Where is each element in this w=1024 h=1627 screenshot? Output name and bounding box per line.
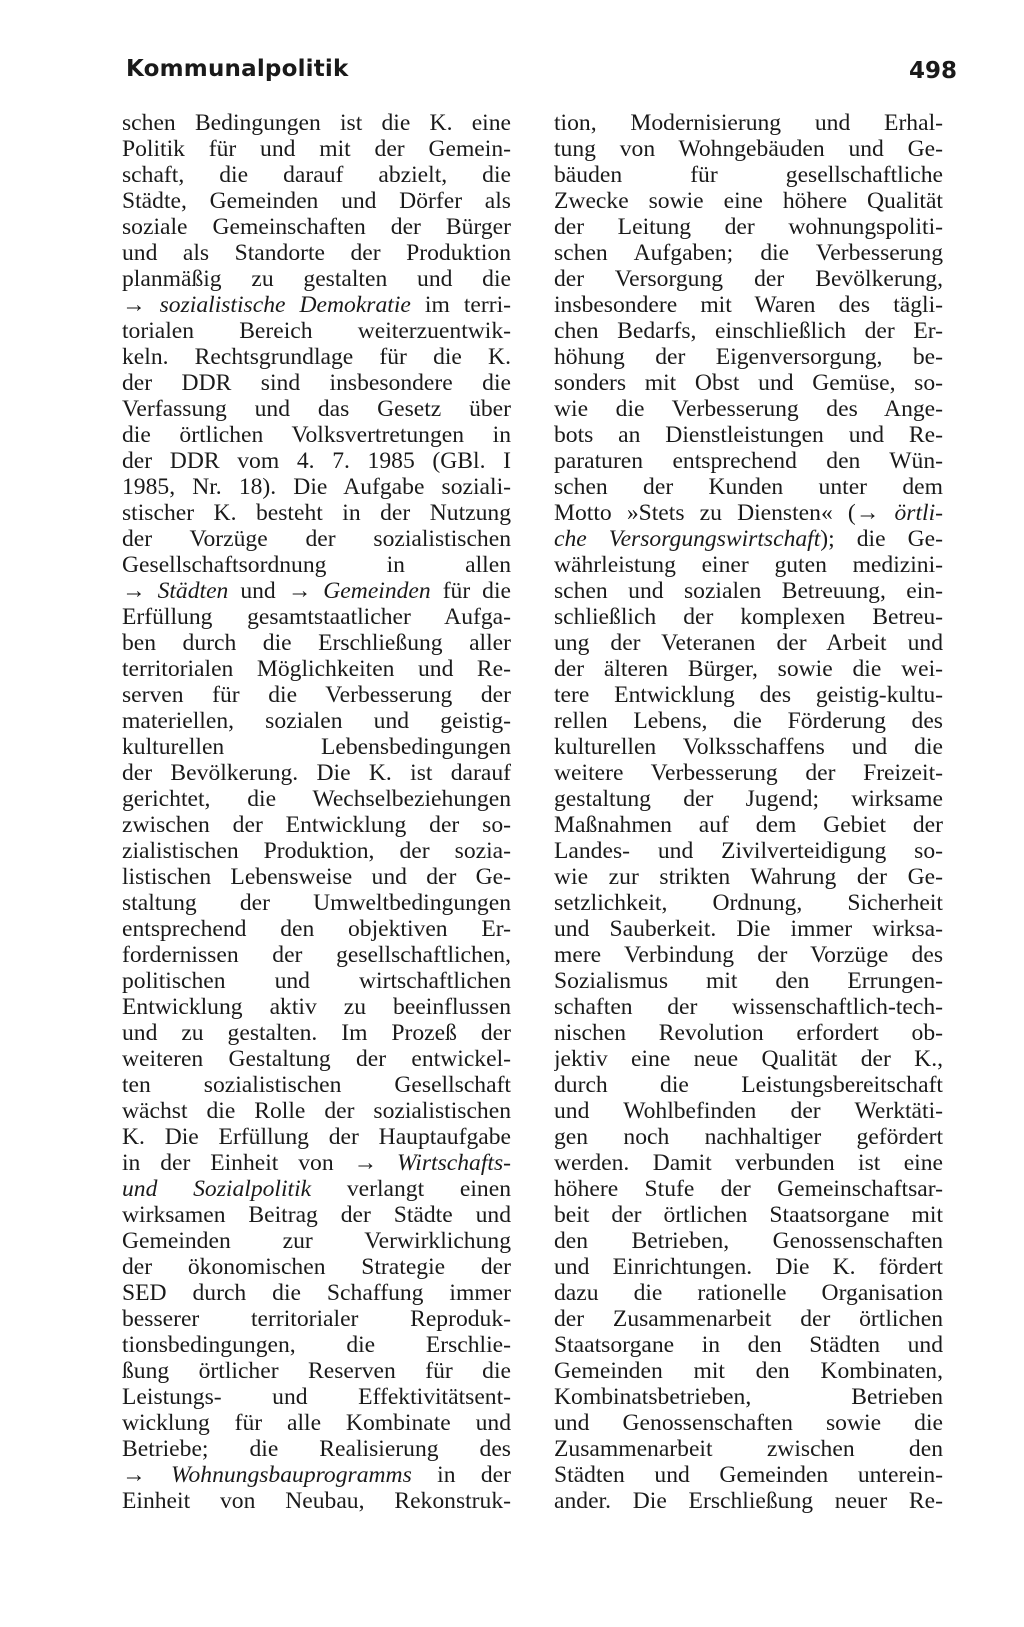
text-run: SED durch die Schaffung immer	[122, 1280, 511, 1306]
text-run: schen der Kunden unter dem	[554, 474, 943, 500]
text-line	[554, 1098, 943, 1124]
text-line	[122, 1280, 511, 1306]
text-line	[554, 1150, 943, 1176]
text-run: rellen Lebens, die Förderung des	[554, 708, 943, 734]
text-run: Städten und Gemeinden unterein-	[554, 1462, 943, 1488]
cross-reference-term: Wohnungsbauprogramms	[170, 1462, 412, 1488]
text-line	[554, 994, 943, 1020]
text-line	[554, 916, 943, 942]
text-run: ten sozialistischen Gesellschaft	[122, 1072, 511, 1098]
text-run: dazu die rationelle Organisation	[554, 1280, 943, 1306]
text-run: keln. Rechtsgrundlage für die K.	[122, 344, 511, 370]
text-run: planmäßig zu gestalten und die	[122, 266, 511, 292]
text-run: Gemeinden zur Verwirklichung	[122, 1228, 511, 1254]
page-number: 498	[908, 58, 957, 84]
text-line	[122, 1228, 511, 1254]
text-line	[122, 968, 511, 994]
text-run: schen Bedingungen ist die K. eine	[122, 110, 511, 136]
text-run: Entwicklung aktiv zu beeinflussen	[122, 994, 511, 1020]
text-run: gestaltung der Jugend; wirksame	[554, 786, 943, 812]
text-run: Einheit von Neubau, Rekonstruk-	[122, 1488, 511, 1514]
text-run: setzlichkeit, Ordnung, Sicherheit	[554, 890, 943, 916]
text-line	[554, 1410, 943, 1436]
text-run: kulturellen Lebensbedingungen	[122, 734, 511, 760]
text-line	[554, 448, 943, 474]
text-run: ); die Ge-	[820, 526, 943, 552]
text-run: und als Standorte der Produktion	[122, 240, 511, 266]
text-line	[554, 1202, 943, 1228]
text-line	[554, 396, 943, 422]
text-run: Kombinatsbetrieben, Betrieben	[554, 1384, 943, 1410]
text-run: Betriebe; die Realisierung des	[122, 1436, 511, 1462]
text-run: chen Bedarfs, einschließlich der Er-	[554, 318, 943, 344]
text-line	[122, 500, 511, 526]
text-line	[554, 1332, 943, 1358]
text-run: der älteren Bürger, sowie die wei-	[554, 656, 943, 682]
text-line	[554, 110, 943, 136]
text-line	[554, 838, 943, 864]
text-run: schaft, die darauf abzielt, die	[122, 162, 511, 188]
text-run: tionsbedingungen, die Erschlie-	[122, 1332, 511, 1358]
text-line	[554, 526, 943, 552]
text-run: verlangt einen	[311, 1176, 511, 1202]
text-run: Leistungs- und Effektivitätsent-	[122, 1384, 511, 1410]
text-run: wicklung für alle Kombinate und	[122, 1410, 511, 1436]
text-line	[554, 942, 943, 968]
text-run: stischer K. besteht in der Nutzung	[122, 500, 511, 526]
text-run: Städte, Gemeinden und Dörfer als	[122, 188, 511, 214]
text-line	[122, 1436, 511, 1462]
text-line	[554, 630, 943, 656]
text-run: der DDR sind insbesondere die	[122, 370, 511, 396]
text-line	[554, 1176, 943, 1202]
text-run: tere Entwicklung des geistig-kultu-	[554, 682, 943, 708]
text-line	[122, 656, 511, 682]
text-line	[122, 162, 511, 188]
text-run: sonders mit Obst und Gemüse, so-	[554, 370, 943, 396]
text-line	[554, 1488, 943, 1514]
text-run: zialistischen Produktion, der sozia-	[122, 838, 511, 864]
text-line	[554, 344, 943, 370]
text-line	[122, 422, 511, 448]
text-run: währleistung einer guten medizini-	[554, 552, 943, 578]
text-line	[122, 292, 511, 318]
text-line	[122, 604, 511, 630]
text-line	[554, 786, 943, 812]
text-run: in der	[411, 1462, 511, 1488]
text-line	[122, 864, 511, 890]
text-line	[554, 656, 943, 682]
text-run: paraturen entsprechend den Wün-	[554, 448, 943, 474]
text-run: mere Verbindung der Vorzüge des	[554, 942, 943, 968]
text-run: →	[122, 578, 158, 604]
text-run: tion, Modernisierung und Erhal-	[554, 110, 943, 136]
text-run: und →	[228, 578, 324, 604]
cross-reference-term: und Sozialpolitik	[122, 1176, 312, 1202]
text-run: der ökonomischen Strategie der	[122, 1254, 511, 1280]
text-run: weiteren Gestaltung der entwickel-	[122, 1046, 511, 1072]
text-line	[554, 708, 943, 734]
text-run: Sozialismus mit den Errungen-	[554, 968, 943, 994]
text-line	[122, 188, 511, 214]
text-line	[554, 292, 943, 318]
text-run: Gemeinden mit den Kombinaten,	[554, 1358, 943, 1384]
text-run: wächst die Rolle der sozialistischen	[122, 1098, 511, 1124]
text-line	[122, 708, 511, 734]
text-line	[554, 604, 943, 630]
text-run: Gesellschaftsordnung in allen	[122, 552, 511, 578]
text-run: →	[122, 1462, 171, 1488]
text-line	[554, 1020, 943, 1046]
text-line	[554, 1072, 943, 1098]
text-run: jektiv eine neue Qualität der K.,	[554, 1046, 943, 1072]
text-run: fordernissen der gesellschaftlichen,	[122, 942, 511, 968]
text-line	[554, 370, 943, 396]
text-run: in der Einheit von →	[122, 1150, 397, 1176]
text-line	[554, 760, 943, 786]
text-line	[122, 1410, 511, 1436]
text-line	[554, 1046, 943, 1072]
text-line	[122, 1176, 511, 1202]
text-line	[122, 812, 511, 838]
text-run: ßung örtlicher Reserven für die	[122, 1358, 511, 1384]
cross-reference-term: Städten	[157, 578, 229, 604]
text-run: durch die Leistungsbereitschaft	[554, 1072, 943, 1098]
text-run: insbesondere mit Waren des tägli-	[554, 292, 943, 318]
text-line	[122, 786, 511, 812]
text-line	[122, 1306, 511, 1332]
text-line	[122, 552, 511, 578]
text-run: der Versorgung der Bevölkerung,	[554, 266, 943, 292]
text-line	[554, 1280, 943, 1306]
text-line	[122, 1462, 511, 1488]
text-run: schen und sozialen Betreuung, ein-	[554, 578, 943, 604]
text-run: nischen Revolution erfordert ob-	[554, 1020, 943, 1046]
text-line	[554, 552, 943, 578]
text-run: wie zur strikten Wahrung der Ge-	[554, 864, 943, 890]
text-line	[554, 682, 943, 708]
text-run: territorialen Möglichkeiten und Re-	[122, 656, 511, 682]
text-run: und Sauberkeit. Die immer wirksa-	[554, 916, 943, 942]
text-line	[122, 1332, 511, 1358]
text-line	[122, 630, 511, 656]
text-run: der Zusammenarbeit der örtlichen	[554, 1306, 943, 1332]
text-line	[122, 214, 511, 240]
text-line	[554, 1358, 943, 1384]
text-line	[554, 578, 943, 604]
text-line	[122, 526, 511, 552]
text-run: Landes- und Zivilverteidigung so-	[554, 838, 943, 864]
text-run: bots an Dienstleistungen und Re-	[554, 422, 943, 448]
text-line	[122, 1202, 511, 1228]
text-line	[554, 968, 943, 994]
text-column-right	[554, 110, 943, 1514]
text-run: besserer territorialer Reproduk-	[122, 1306, 511, 1332]
text-run: Zwecke sowie eine höhere Qualität	[554, 188, 943, 214]
text-line	[122, 682, 511, 708]
text-run: Erfüllung gesamtstaatlicher Aufga-	[122, 604, 511, 630]
text-column-left	[122, 110, 511, 1514]
text-line	[122, 942, 511, 968]
text-line	[122, 734, 511, 760]
text-run: Motto »Stets zu Diensten« (→	[554, 500, 895, 526]
cross-reference-term: Wirtschafts-	[396, 1150, 511, 1176]
text-line	[122, 1358, 511, 1384]
text-line	[554, 734, 943, 760]
text-run: schaften der wissenschaftlich-tech-	[554, 994, 943, 1020]
text-line	[122, 448, 511, 474]
text-line	[122, 1384, 511, 1410]
text-run: gen noch nachhaltiger gefördert	[554, 1124, 943, 1150]
text-line	[122, 136, 511, 162]
text-line	[554, 1384, 943, 1410]
text-run: Politik für und mit der Gemein-	[122, 136, 511, 162]
text-run: schen Aufgaben; die Verbesserung	[554, 240, 943, 266]
text-line	[554, 864, 943, 890]
text-run: die örtlichen Volksvertretungen in	[122, 422, 511, 448]
text-run: Verfassung und das Gesetz über	[122, 396, 511, 422]
text-run: höhung der Eigenversorgung, be-	[554, 344, 943, 370]
text-line	[122, 1488, 511, 1514]
text-line	[554, 136, 943, 162]
text-line	[122, 1046, 511, 1072]
text-line	[554, 1228, 943, 1254]
text-run: im terri-	[410, 292, 511, 318]
text-line	[122, 110, 511, 136]
text-run: tung von Wohngebäuden und Ge-	[554, 136, 943, 162]
text-line	[122, 396, 511, 422]
text-run: ung der Veteranen der Arbeit und	[554, 630, 943, 656]
text-line	[122, 1254, 511, 1280]
text-line	[554, 1436, 943, 1462]
text-run: Staatsorgane in den Städten und	[554, 1332, 943, 1358]
text-run: wie die Verbesserung des Ange-	[554, 396, 943, 422]
text-run: politischen und wirtschaftlichen	[122, 968, 511, 994]
text-run: und Wohlbefinden der Werktäti-	[554, 1098, 943, 1124]
text-run: listischen Lebensweise und der Ge-	[122, 864, 511, 890]
text-line	[554, 812, 943, 838]
text-run: werden. Damit verbunden ist eine	[554, 1150, 943, 1176]
text-run: gerichtet, die Wechselbeziehungen	[122, 786, 511, 812]
text-run: 1985, Nr. 18). Die Aufgabe soziali-	[122, 474, 511, 500]
text-run: und zu gestalten. Im Prozeß der	[122, 1020, 511, 1046]
text-line	[554, 474, 943, 500]
text-line	[554, 422, 943, 448]
text-line	[554, 266, 943, 292]
text-line	[122, 838, 511, 864]
text-run: zwischen der Entwicklung der so-	[122, 812, 511, 838]
text-line	[554, 240, 943, 266]
text-run: kulturellen Volksschaffens und die	[554, 734, 943, 760]
text-run: der DDR vom 4. 7. 1985 (GBl. I	[122, 448, 511, 474]
text-run: →	[122, 292, 160, 318]
text-line	[554, 1462, 943, 1488]
text-run: serven für die Verbesserung der	[122, 682, 511, 708]
cross-reference-term: örtli-	[894, 500, 943, 526]
text-line	[122, 1124, 511, 1150]
text-run: höhere Stufe der Gemeinschaftsar-	[554, 1176, 943, 1202]
text-run: staltung der Umweltbedingungen	[122, 890, 511, 916]
text-line	[122, 240, 511, 266]
text-run: materiellen, sozialen und geistig-	[122, 708, 511, 734]
text-line	[122, 1020, 511, 1046]
text-run: schließlich der komplexen Betreu-	[554, 604, 943, 630]
text-run: und Einrichtungen. Die K. fördert	[554, 1254, 943, 1280]
text-run: soziale Gemeinschaften der Bürger	[122, 214, 511, 240]
text-line	[122, 318, 511, 344]
text-run: beit der örtlichen Staatsorgane mit	[554, 1202, 943, 1228]
cross-reference-term: che Versorgungswirtschaft	[554, 526, 821, 552]
text-line	[554, 162, 943, 188]
text-line	[122, 266, 511, 292]
text-run: K. Die Erfüllung der Hauptaufgabe	[122, 1124, 511, 1150]
text-run: der Leitung der wohnungspoliti-	[554, 214, 943, 240]
text-run: ander. Die Erschließung neuer Re-	[554, 1488, 943, 1514]
text-run: torialen Bereich weiterzuentwik-	[122, 318, 511, 344]
text-line	[554, 1124, 943, 1150]
text-line	[122, 578, 511, 604]
text-run: ben durch die Erschließung aller	[122, 630, 511, 656]
text-run: der Bevölkerung. Die K. ist darauf	[122, 760, 511, 786]
text-line	[122, 1098, 511, 1124]
page-header-title: Kommunalpolitik	[126, 56, 349, 82]
cross-reference-term: Gemeinden	[323, 578, 431, 604]
text-line	[554, 214, 943, 240]
text-line	[554, 188, 943, 214]
text-line	[122, 1150, 511, 1176]
text-line	[122, 1072, 511, 1098]
text-line	[554, 890, 943, 916]
text-line	[122, 916, 511, 942]
text-run: den Betrieben, Genossenschaften	[554, 1228, 943, 1254]
text-line	[122, 344, 511, 370]
text-run: Zusammenarbeit zwischen den	[554, 1436, 943, 1462]
text-line	[554, 1306, 943, 1332]
text-line	[122, 994, 511, 1020]
text-line	[122, 760, 511, 786]
text-line	[554, 318, 943, 344]
text-line	[122, 474, 511, 500]
text-line	[554, 500, 943, 526]
text-run: der Vorzüge der sozialistischen	[122, 526, 511, 552]
text-run: und Genossenschaften sowie die	[554, 1410, 943, 1436]
text-run: für die	[430, 578, 511, 604]
text-run: entsprechend den objektiven Er-	[122, 916, 511, 942]
text-line	[122, 890, 511, 916]
text-run: bäuden für gesellschaftliche	[554, 162, 943, 188]
text-run: weitere Verbesserung der Freizeit-	[554, 760, 943, 786]
text-run: wirksamen Beitrag der Städte und	[122, 1202, 511, 1228]
cross-reference-term: sozialistische Demokratie	[159, 292, 411, 318]
text-line	[554, 1254, 943, 1280]
text-run: Maßnahmen auf dem Gebiet der	[554, 812, 943, 838]
text-line	[122, 370, 511, 396]
